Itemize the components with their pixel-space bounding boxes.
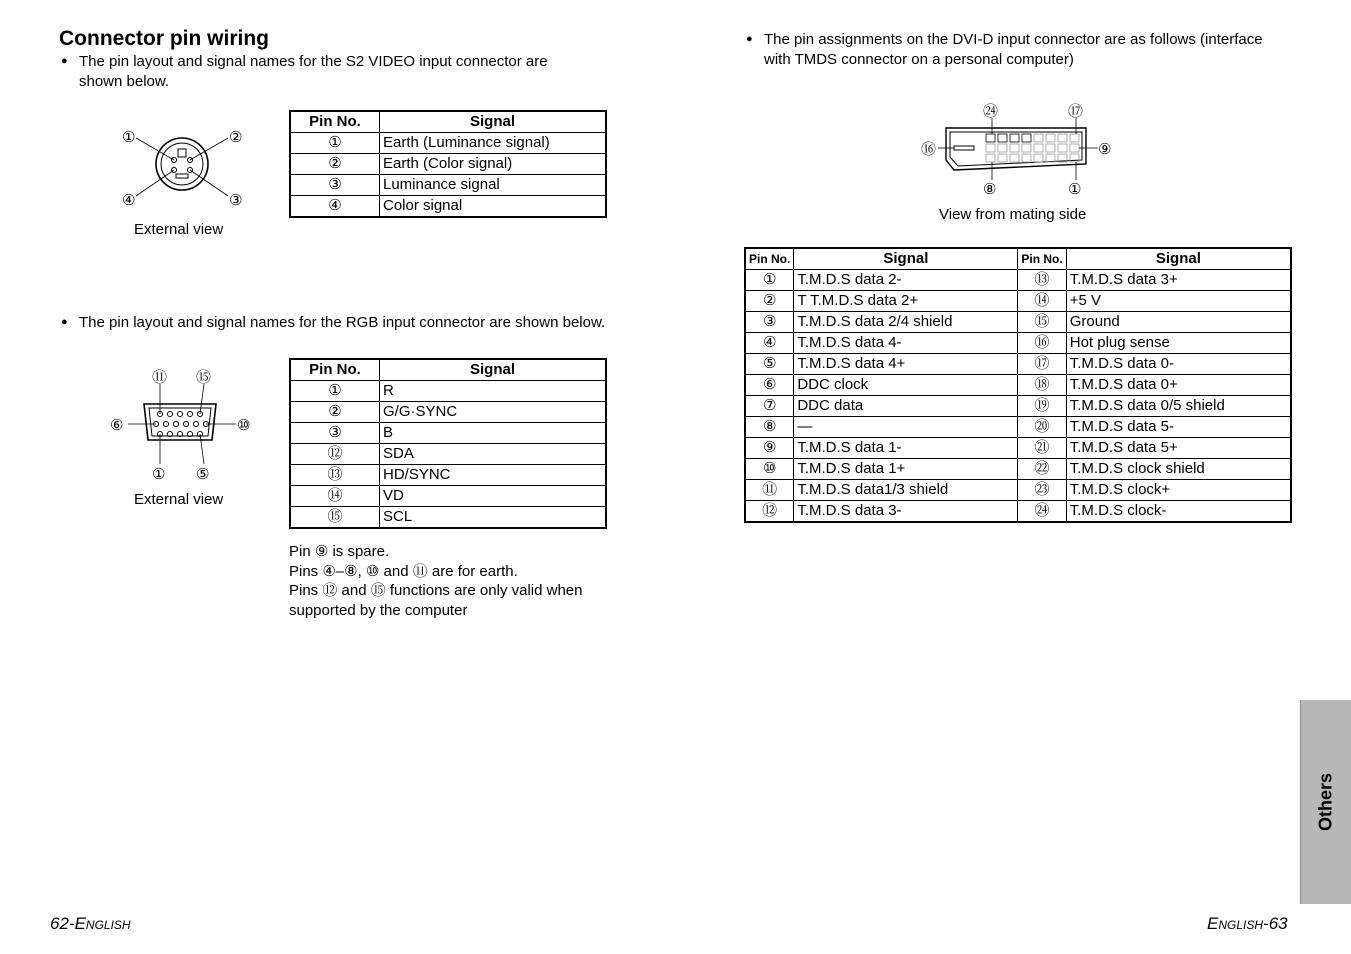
pin-number: ② <box>745 291 794 312</box>
table-row <box>290 175 606 196</box>
signal-name: +5 V <box>1066 291 1291 312</box>
pin-number: ㉓ <box>1018 480 1066 501</box>
rgb-notes <box>289 542 619 620</box>
s2-connector-diagram <box>110 122 260 214</box>
table-row <box>745 312 1291 333</box>
table-row <box>290 402 606 423</box>
col-pin-no: Pin No. <box>290 359 380 381</box>
rgb-pins <box>153 411 208 436</box>
pin-number: ⑤ <box>745 354 794 375</box>
dvi-flat-blade <box>954 146 974 150</box>
signal-name: T.M.D.S clock shield <box>1066 459 1291 480</box>
dvi-intro-text: The pin assignments on the DVI-D input connector are as follows (interface with TMDS connector on a personal computer) <box>764 31 1263 68</box>
col-signal: Signal <box>380 111 607 133</box>
bullet-icon: ● <box>61 316 68 328</box>
pin-number: ⑯ <box>1018 333 1066 354</box>
signal-name: Earth (Color signal) <box>380 154 607 175</box>
note-earth-pins: Pins ④–⑧, ⑩ and ⑪ are for earth. <box>289 562 518 580</box>
pin-number: ③ <box>290 175 380 196</box>
table-row <box>745 480 1291 501</box>
table-row <box>745 333 1291 354</box>
dvi-marker-24: ㉔ <box>983 102 999 120</box>
s2-intro-text: The pin layout and signal names for the S2 VIDEO input connector are shown below. <box>79 53 548 90</box>
table-row <box>745 354 1291 375</box>
signal-name: B <box>380 423 607 444</box>
signal-name: T.M.D.S data 5+ <box>1066 438 1291 459</box>
rgb-caption: External view <box>134 491 224 508</box>
signal-name: — <box>794 417 1018 438</box>
pin-number: ② <box>290 402 380 423</box>
pin-number: ㉑ <box>1018 438 1066 459</box>
dvi-pin-grid <box>986 134 1079 162</box>
pin-number: ㉒ <box>1018 459 1066 480</box>
pin-number: ⑰ <box>1018 354 1066 375</box>
pin-number: ⑪ <box>745 480 794 501</box>
pin-number: ⑭ <box>290 486 380 507</box>
rgb-marker-15: ⑮ <box>196 368 212 386</box>
pin-number: ⑦ <box>745 396 794 417</box>
signal-name: T.M.D.S data 0+ <box>1066 375 1291 396</box>
section-tab-label: Others <box>1315 772 1336 832</box>
s2-outer-ring <box>156 138 208 190</box>
section-tab-others <box>1300 700 1351 904</box>
signal-name: T.M.D.S clock- <box>1066 501 1291 523</box>
table-row <box>745 417 1291 438</box>
signal-name: T.M.D.S data1/3 shield <box>794 480 1018 501</box>
signal-name: T.M.D.S data 3- <box>794 501 1018 523</box>
table-row <box>290 381 606 402</box>
signal-name: T.M.D.S data 3+ <box>1066 270 1291 291</box>
signal-name: Hot plug sense <box>1066 333 1291 354</box>
rgb-pin-table <box>289 358 607 529</box>
dvi-marker-9: ⑨ <box>1098 140 1112 158</box>
dvi-inner-shell <box>950 132 1082 166</box>
pin-number: ③ <box>290 423 380 444</box>
dvi-marker-17: ⑰ <box>1068 102 1084 120</box>
signal-name: T T.M.D.S data 2+ <box>794 291 1018 312</box>
page-title: Connector pin wiring <box>59 27 269 50</box>
page-number-label: English <box>74 914 131 933</box>
signal-name: Ground <box>1066 312 1291 333</box>
signal-name: SCL <box>380 507 607 529</box>
pin-number: ⑫ <box>745 501 794 523</box>
s2-intro <box>61 52 591 91</box>
dvi-connector-diagram <box>918 100 1118 200</box>
s2-key <box>178 149 186 157</box>
signal-name: T.M.D.S data 1- <box>794 438 1018 459</box>
pin-number: ⑳ <box>1018 417 1066 438</box>
table-row <box>290 154 606 175</box>
signal-name: Earth (Luminance signal) <box>380 133 607 154</box>
signal-name: T.M.D.S clock+ <box>1066 480 1291 501</box>
signal-name: DDC clock <box>794 375 1018 396</box>
pin-number: ⑬ <box>1018 270 1066 291</box>
rgb-marker-6: ⑥ <box>110 416 124 434</box>
dvi-intro <box>746 30 1266 69</box>
col-pin-no: Pin No. <box>290 111 380 133</box>
pin-number: ① <box>290 133 380 154</box>
s2-marker-4: ④ <box>122 191 136 209</box>
s2-marker-1: ① <box>122 128 136 146</box>
dvi-marker-8: ⑧ <box>983 180 997 198</box>
rgb-connector-diagram <box>108 364 258 486</box>
table-row <box>290 444 606 465</box>
signal-name: T.M.D.S data 4- <box>794 333 1018 354</box>
table-row <box>745 375 1291 396</box>
signal-name: G/G·SYNC <box>380 402 607 423</box>
table-row <box>290 486 606 507</box>
s2-caption: External view <box>134 221 224 238</box>
col-signal: Signal <box>794 248 1018 270</box>
s2-pin-table <box>289 110 607 218</box>
pin-number: ③ <box>745 312 794 333</box>
pin-number: ⑧ <box>745 417 794 438</box>
table-row <box>290 133 606 154</box>
pin-number: ⑨ <box>745 438 794 459</box>
dvi-marker-1: ① <box>1068 180 1082 198</box>
rgb-intro-text: The pin layout and signal names for the RGB input connector are shown below. <box>79 314 606 331</box>
page-number-value: -63 <box>1263 914 1288 933</box>
table-row <box>290 423 606 444</box>
pin-number: ⑮ <box>1018 312 1066 333</box>
pin-number: ① <box>290 381 380 402</box>
table-row <box>745 270 1291 291</box>
signal-name: DDC data <box>794 396 1018 417</box>
s2-marker-2: ② <box>229 128 243 146</box>
dvi-marker-16: ⑯ <box>921 140 937 158</box>
col-signal: Signal <box>1066 248 1291 270</box>
pin-number: ⑫ <box>290 444 380 465</box>
table-row <box>745 438 1291 459</box>
table-row <box>290 196 606 218</box>
bullet-icon: ● <box>746 33 753 45</box>
page-number-value: 62- <box>50 914 75 933</box>
table-row <box>745 396 1291 417</box>
rgb-intro <box>61 313 606 333</box>
col-pin-no: Pin No. <box>1018 248 1066 270</box>
note-valid-pins: Pins ⑫ and ⑮ functions are only valid when supported by the computer <box>289 582 583 619</box>
pin-number: ⑭ <box>1018 291 1066 312</box>
signal-name: T.M.D.S data 2/4 shield <box>794 312 1018 333</box>
signal-name: T.M.D.S data 0- <box>1066 354 1291 375</box>
signal-name: T.M.D.S data 0/5 shield <box>1066 396 1291 417</box>
pin-number: ④ <box>745 333 794 354</box>
right-page-number <box>1207 914 1288 934</box>
table-row <box>290 465 606 486</box>
signal-name: Luminance signal <box>380 175 607 196</box>
rgb-marker-10: ⑩ <box>237 416 251 434</box>
pin-number: ⑮ <box>290 507 380 529</box>
pin-number: ㉔ <box>1018 501 1066 523</box>
s2-marker-3: ③ <box>229 191 243 209</box>
signal-name: SDA <box>380 444 607 465</box>
pin-number: ② <box>290 154 380 175</box>
page-number-label: English <box>1207 914 1264 933</box>
signal-name: R <box>380 381 607 402</box>
col-pin-no: Pin No. <box>745 248 794 270</box>
signal-name: HD/SYNC <box>380 465 607 486</box>
pin-number: ⑲ <box>1018 396 1066 417</box>
table-row <box>290 507 606 529</box>
signal-name: T.M.D.S data 2- <box>794 270 1018 291</box>
signal-name: T.M.D.S data 4+ <box>794 354 1018 375</box>
rgb-marker-1: ① <box>152 465 166 483</box>
bullet-icon: ● <box>61 55 68 67</box>
table-row <box>745 459 1291 480</box>
col-signal: Signal <box>380 359 607 381</box>
pin-number: ⑬ <box>290 465 380 486</box>
pin-number: ④ <box>290 196 380 218</box>
note-spare-pin: Pin ⑨ is spare. <box>289 543 390 560</box>
pin-number: ⑩ <box>745 459 794 480</box>
pin-number: ⑥ <box>745 375 794 396</box>
table-row <box>745 501 1291 523</box>
signal-name: Color signal <box>380 196 607 218</box>
pin-number: ① <box>745 270 794 291</box>
table-row <box>745 291 1291 312</box>
signal-name: T.M.D.S data 5- <box>1066 417 1291 438</box>
rgb-marker-11: ⑪ <box>152 368 168 386</box>
dvi-caption: View from mating side <box>939 206 1087 223</box>
rgb-marker-5: ⑤ <box>196 465 210 483</box>
dvi-pin-table <box>744 247 1292 523</box>
left-page-number <box>50 914 131 934</box>
signal-name: VD <box>380 486 607 507</box>
signal-name: T.M.D.S data 1+ <box>794 459 1018 480</box>
pin-number: ⑱ <box>1018 375 1066 396</box>
s2-slot <box>176 174 188 178</box>
